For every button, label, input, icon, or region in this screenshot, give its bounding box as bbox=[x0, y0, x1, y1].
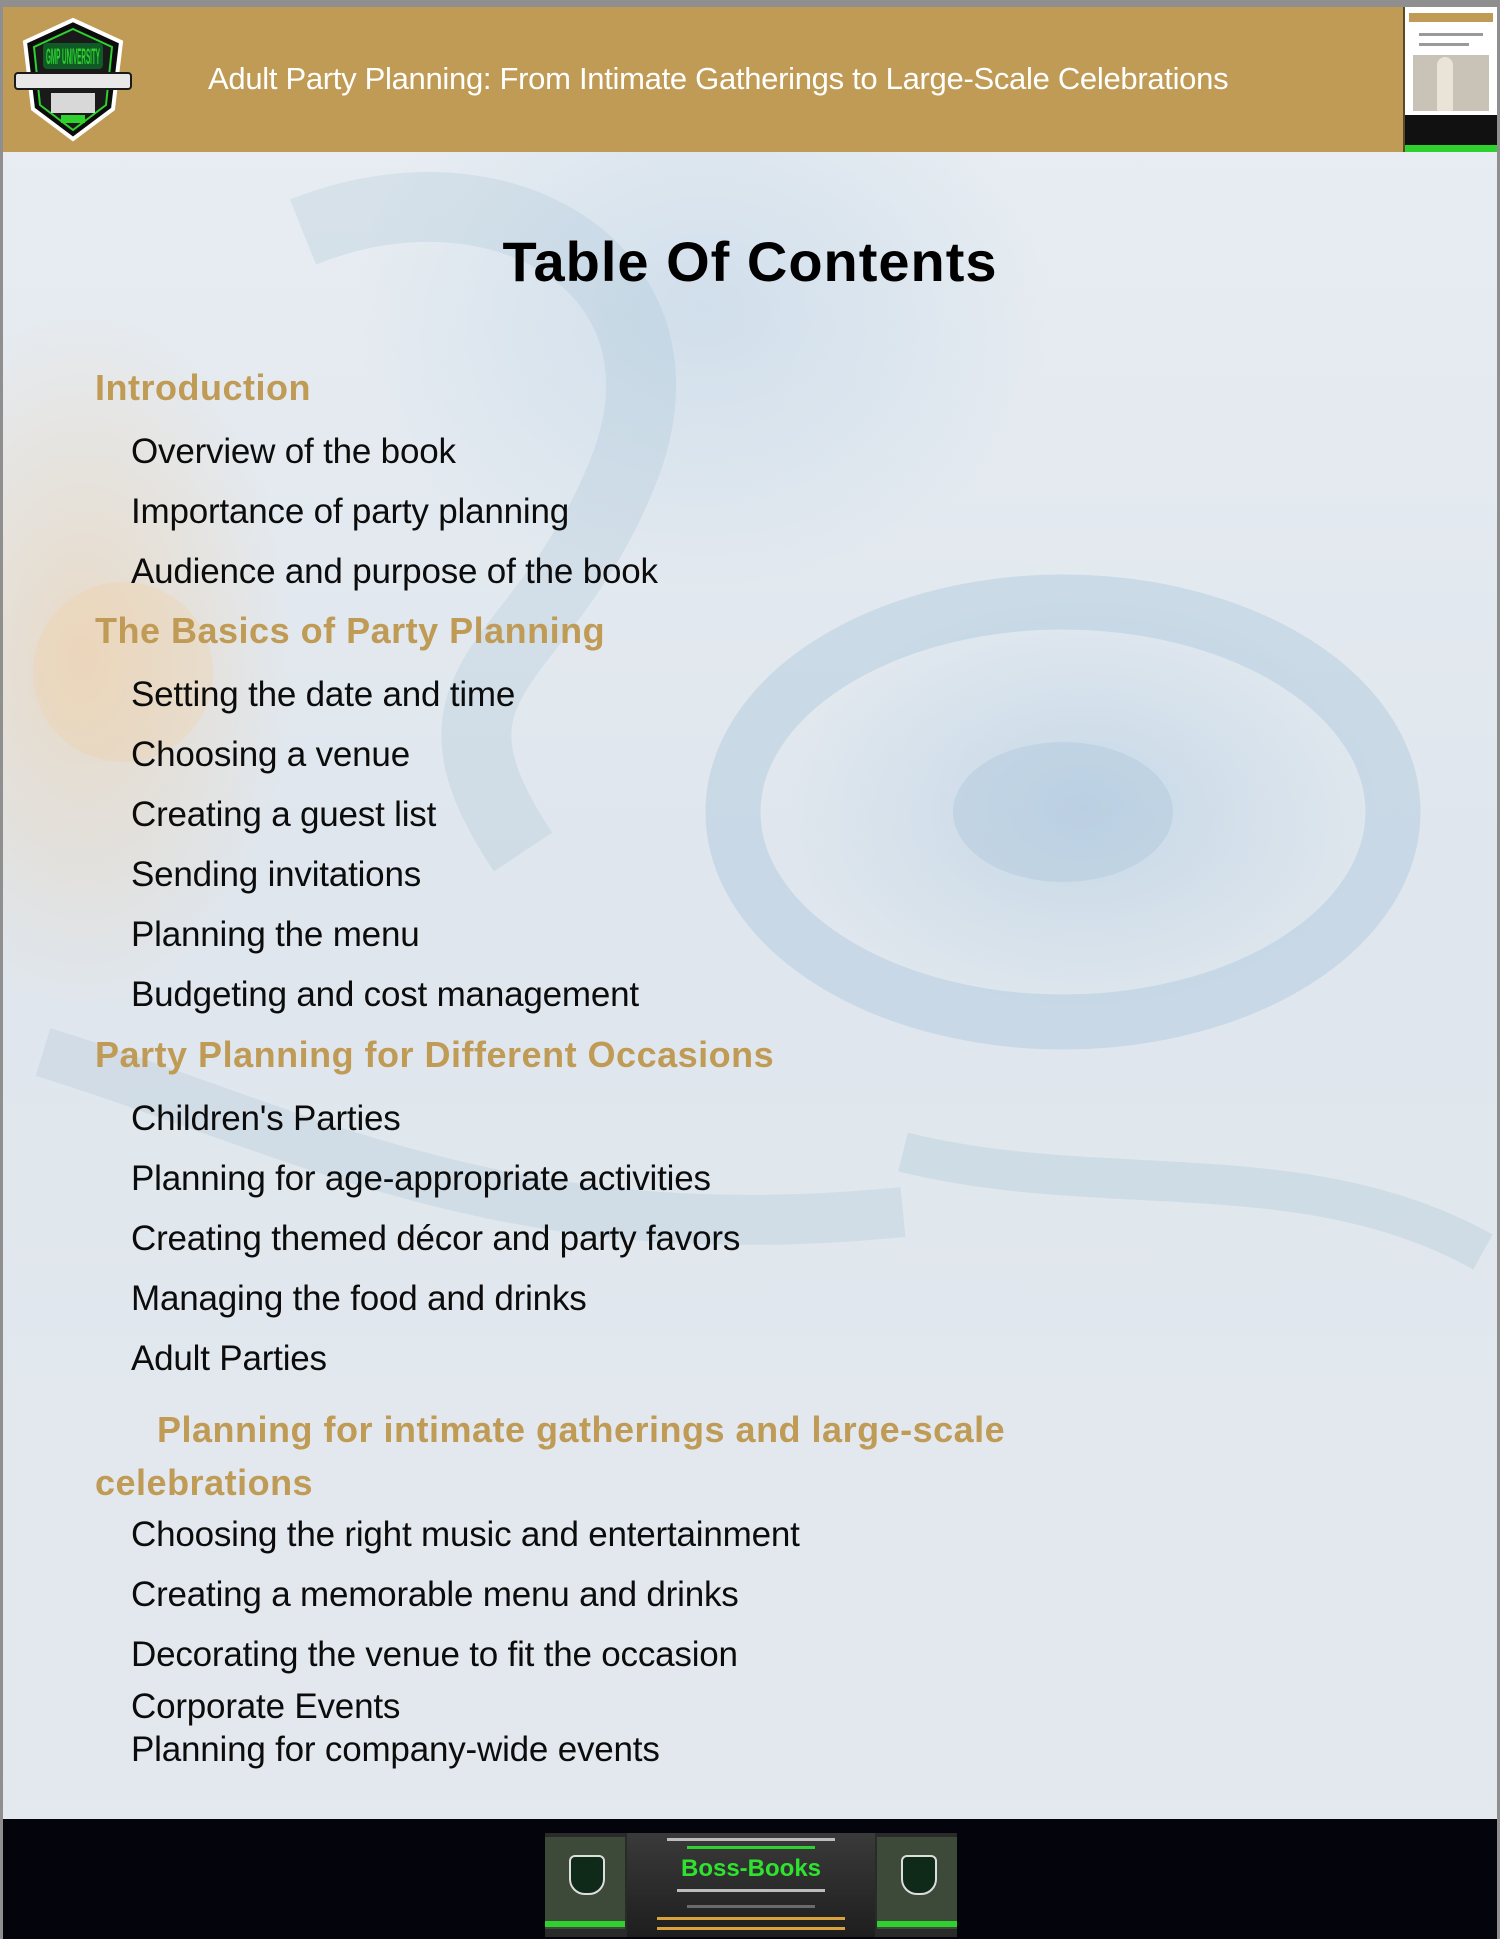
toc-item: Sending invitations bbox=[131, 855, 422, 894]
document-page bbox=[3, 7, 1497, 1939]
toc-item: Planning for company-wide events bbox=[131, 1730, 660, 1769]
toc-item: Creating themed décor and party favors bbox=[131, 1219, 741, 1258]
university-badge-icon bbox=[901, 1855, 937, 1895]
university-badge-icon bbox=[569, 1855, 605, 1895]
toc-item: Decorating the venue to fit the occasion bbox=[131, 1635, 738, 1674]
toc-item: Choosing the right music and entertainment bbox=[131, 1515, 800, 1554]
toc-item: Planning for age-appropriate activities bbox=[131, 1159, 711, 1198]
toc-item: Planning the menu bbox=[131, 915, 420, 954]
toc-item: Budgeting and cost management bbox=[131, 975, 639, 1014]
toc-section-heading: Party Planning for Different Occasions bbox=[95, 1034, 775, 1075]
toc-item: Importance of party planning bbox=[131, 492, 570, 531]
toc-item: Creating a guest list bbox=[131, 795, 437, 834]
toc-item: Overview of the book bbox=[131, 432, 456, 471]
page-header bbox=[3, 7, 1497, 152]
toc-section-heading: The Basics of Party Planning bbox=[95, 610, 606, 651]
page-footer bbox=[3, 1819, 1497, 1939]
toc-item: Setting the date and time bbox=[131, 675, 516, 714]
toc-item: Creating a memorable menu and drinks bbox=[131, 1575, 739, 1614]
toc-item: Adult Parties bbox=[131, 1339, 327, 1378]
boss-books-banner bbox=[545, 1833, 957, 1937]
toc-item: Audience and purpose of the book bbox=[131, 552, 658, 591]
toc-item: Children's Parties bbox=[131, 1099, 401, 1138]
banner-title: Boss-Books bbox=[680, 1855, 822, 1882]
toc-item: Corporate Events bbox=[131, 1687, 401, 1726]
logo-text: GMP UNIVERSITY bbox=[46, 44, 101, 69]
toc-item: Choosing a venue bbox=[131, 735, 410, 774]
toc-section-heading: Planning for intimate gatherings and large-scale celebrations bbox=[95, 1409, 1006, 1503]
toc-title: Table Of Contents bbox=[502, 230, 998, 293]
gmp-university-logo-icon bbox=[13, 17, 133, 142]
header-title: Adult Party Planning: From Intimate Gatherings to Large-Scale Celebrations bbox=[208, 61, 1229, 96]
book-cover-thumbnail bbox=[1403, 7, 1497, 152]
toc-section-heading: Introduction bbox=[95, 367, 311, 408]
toc-item: Managing the food and drinks bbox=[131, 1279, 587, 1318]
